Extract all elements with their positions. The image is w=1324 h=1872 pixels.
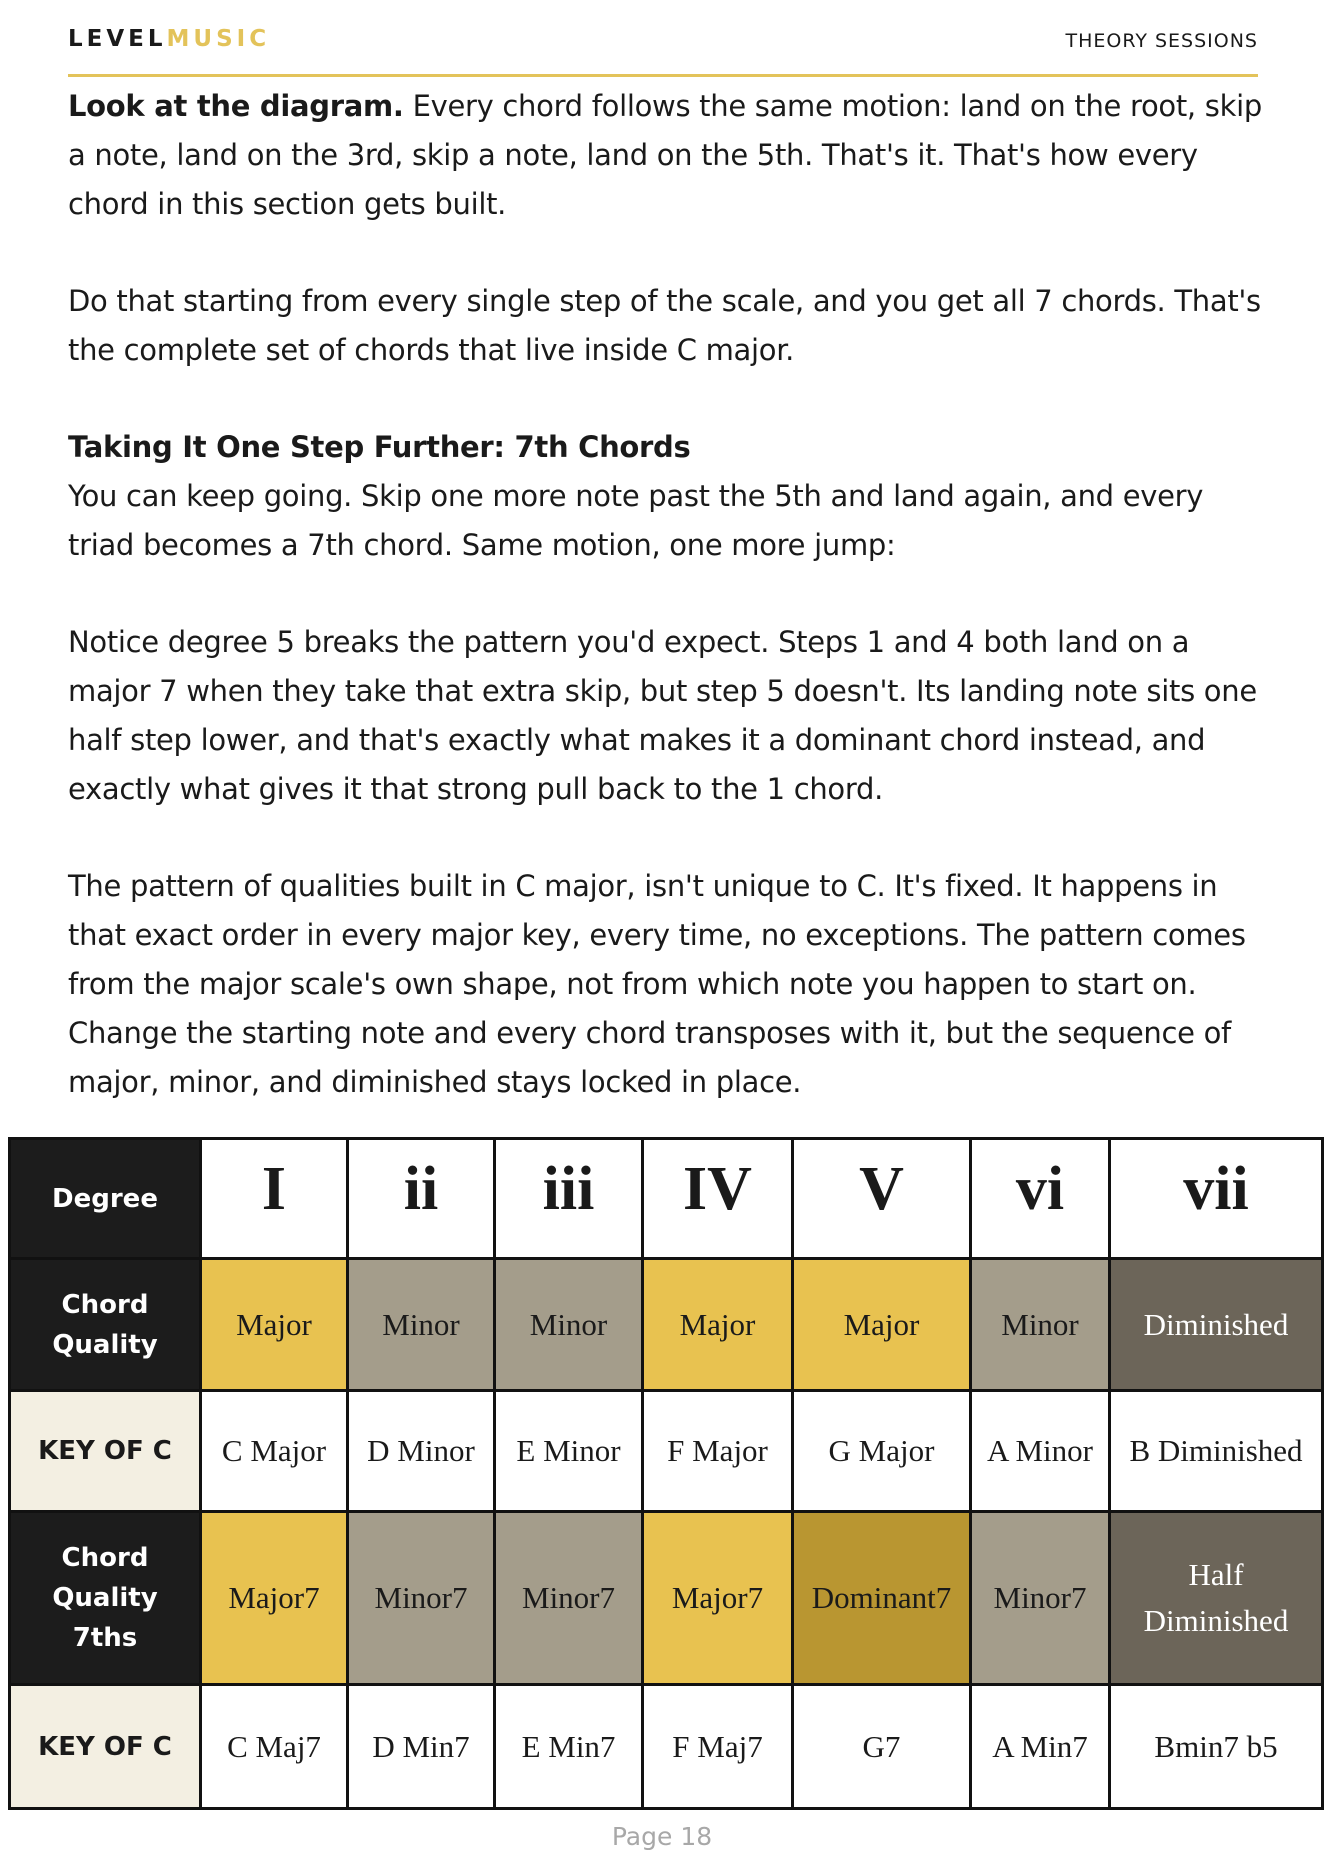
page-number: Page 18	[611, 1822, 713, 1851]
quality7-cell: Dominant7	[793, 1512, 971, 1685]
key7-cell: F Maj7	[643, 1685, 793, 1809]
quality-cell: Major	[643, 1259, 793, 1391]
quality7-cell: Major7	[201, 1512, 348, 1685]
quality7-cell: Minor7	[971, 1512, 1110, 1685]
paragraph-1-lead: Look at the diagram.	[68, 89, 404, 123]
quality-cell: Major	[793, 1259, 971, 1391]
quality-cell: Diminished	[1110, 1259, 1323, 1391]
key7-row	[10, 1685, 1323, 1809]
paragraph-2: Do that starting from every single step of the scale, and you get all 7 chords. That's the complete set of chords that live inside C major.	[68, 284, 1261, 367]
degree-cell: IV	[643, 1139, 793, 1259]
degree-cell: vii	[1110, 1139, 1323, 1259]
key-cell: C Major	[201, 1391, 348, 1512]
quality7-label-line: Chord	[61, 1543, 149, 1573]
key-cell: D Minor	[348, 1391, 495, 1512]
quality7-cell	[1110, 1512, 1323, 1685]
key-cell: E Minor	[495, 1391, 643, 1512]
paragraph-3: You can keep going. Skip one more note past the 5th and land again, and every triad becomes a 7th chord. Same motion, one more jump:	[68, 479, 1204, 562]
quality-row	[10, 1259, 1323, 1391]
quality7-cell: Major7	[643, 1512, 793, 1685]
key7-cell: E Min7	[495, 1685, 643, 1809]
key7-cell: A Min7	[971, 1685, 1110, 1809]
brand-part-music: MUSIC	[166, 26, 271, 52]
quality-label-line: Quality	[52, 1329, 158, 1360]
section-label: THEORY SESSIONS	[1065, 30, 1258, 52]
key7-cell: D Min7	[348, 1685, 495, 1809]
quality7-cell: Minor7	[348, 1512, 495, 1685]
degree-cell: I	[201, 1139, 348, 1259]
quality7-label	[10, 1512, 201, 1685]
degree-cell: V	[793, 1139, 971, 1259]
key7-cell: C Maj7	[201, 1685, 348, 1809]
brand-logo	[68, 26, 270, 52]
quality-cell: Minor	[348, 1259, 495, 1391]
key-row	[10, 1391, 1323, 1512]
key7-cell: G7	[793, 1685, 971, 1809]
degree-row	[10, 1139, 1323, 1259]
key-cell: B Diminished	[1110, 1391, 1323, 1512]
key-cell: F Major	[643, 1391, 793, 1512]
subheading: Taking It One Step Further: 7th Chords	[68, 430, 691, 464]
quality7-row	[10, 1512, 1323, 1685]
quality-cell: Major	[201, 1259, 348, 1391]
degree-cell: vi	[971, 1139, 1110, 1259]
chord-table	[8, 1137, 1324, 1810]
brand-part-level: LEVEL	[68, 26, 167, 52]
degree-label: Degree	[10, 1139, 201, 1259]
quality-label	[10, 1259, 201, 1391]
degree-cell: ii	[348, 1139, 495, 1259]
page-header	[68, 24, 1258, 77]
quality7-line: Half	[1188, 1557, 1244, 1592]
quality-cell: Minor	[495, 1259, 643, 1391]
quality-label-line: Chord	[61, 1289, 149, 1320]
key7-label: KEY OF C	[10, 1685, 201, 1809]
key7-cell: Bmin7 b5	[1110, 1685, 1323, 1809]
key-cell: A Minor	[971, 1391, 1110, 1512]
key-label: KEY OF C	[10, 1391, 201, 1512]
quality7-label-line: Quality	[52, 1583, 158, 1613]
paragraph-1-text: Every chord follows the same motion: land on the root, skip a note, land on the 3rd, skip a note, land on the 5th. That's it. That's how every chord in this section gets built.	[68, 89, 1262, 221]
quality7-cell: Minor7	[495, 1512, 643, 1685]
degree-cell: iii	[495, 1139, 643, 1259]
paragraph-4: Notice degree 5 breaks the pattern you'd expect. Steps 1 and 4 both land on a major 7 when they take that extra skip, but step 5 doesn't. Its landing note sits one half step lower, and that's exactly what makes it a dominant chord instead, and exactly what gives it that strong pull back to the 1 chord.	[68, 625, 1257, 806]
quality7-label-line: 7ths	[72, 1623, 138, 1653]
body-text	[68, 82, 1268, 1107]
quality7-line: Diminished	[1143, 1603, 1289, 1638]
paragraph-1	[68, 82, 1268, 229]
key-cell: G Major	[793, 1391, 971, 1512]
quality-cell: Minor	[971, 1259, 1110, 1391]
paragraph-5: The pattern of qualities built in C major, isn't unique to C. It's fixed. It happens in that exact order in every major key, every time, no exceptions. The pattern comes from the major scale's own shape, not from which note you happen to start on. Change the starting note and every chord transposes with it, but the sequence of major, minor, and diminished stays locked in place.	[68, 869, 1246, 1099]
